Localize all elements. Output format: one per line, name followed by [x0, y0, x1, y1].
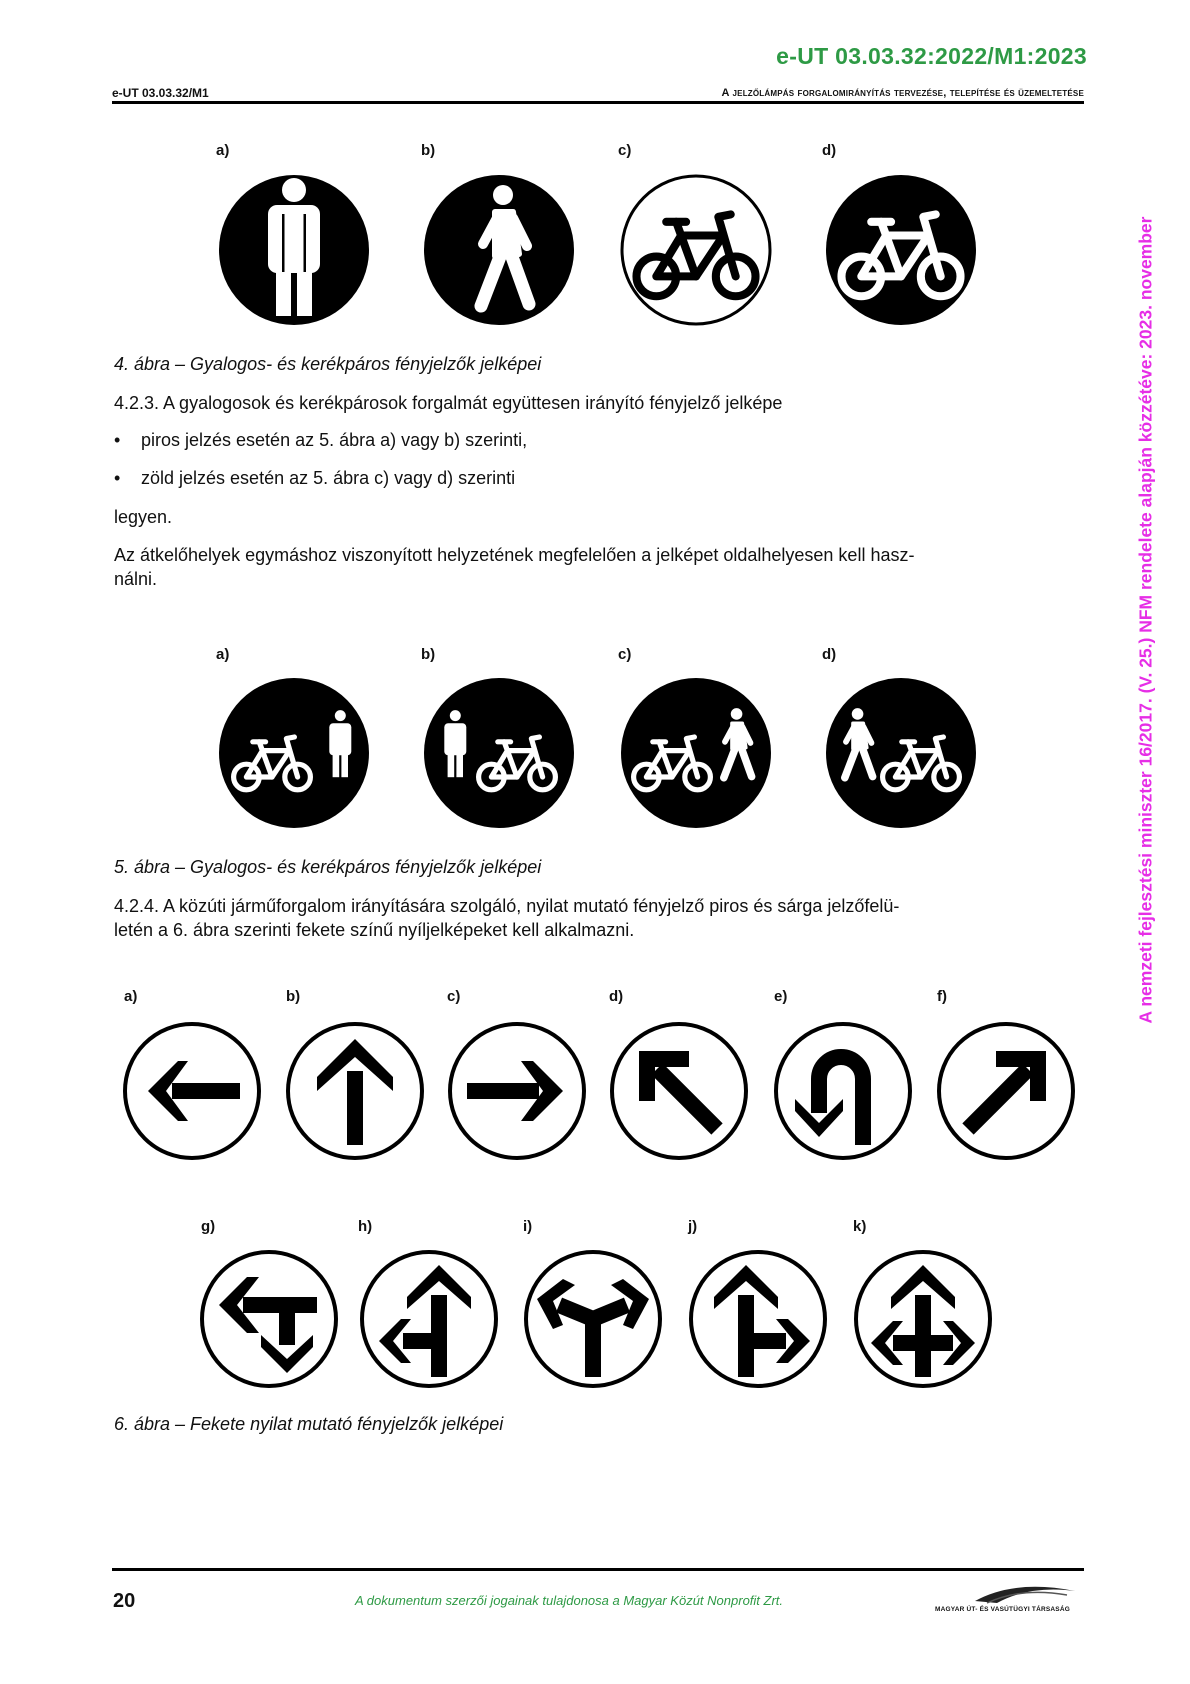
- fig6-label-i: i): [523, 1218, 533, 1235]
- footer-rule: [112, 1568, 1084, 1571]
- section-423-after: legyen.: [114, 507, 173, 527]
- bicycle-walking-pedestrian-sign: [620, 677, 772, 829]
- figure6-caption: 6. ábra – Fekete nyilat mutató fényjelzők jelképei: [114, 1414, 504, 1434]
- arrow-left-right-fork-sign: [523, 1249, 663, 1389]
- footer-copyright: A dokumentum szerzői jogainak tulajdonosa a Magyar Közút Nonprofit Zrt.: [355, 1593, 784, 1608]
- bullet-item-green: [114, 468, 515, 489]
- section-424-line1: 4.2.4. A közúti járműforgalom irányítására szolgáló, nyilat mutató fényjelző piros és sárga jelzőfelü-: [114, 896, 900, 916]
- walking-pedestrian-bicycle-sign: [825, 677, 977, 829]
- fig6-label-g: g): [201, 1218, 216, 1235]
- header-left: e-UT 03.03.32/M1: [112, 86, 209, 100]
- arrow-u-turn-sign: [773, 1021, 913, 1161]
- side-note-text: A nemzeti fejlesztési miniszter 16/2017. (V. 25.) NFM rendelete alapján közzétéve: 2023. november: [1135, 216, 1156, 1024]
- arrow-up-sign: [285, 1021, 425, 1161]
- fig6-label-e: e): [774, 988, 788, 1005]
- fig6-label-j: j): [688, 1218, 698, 1235]
- bullet-text: piros jelzés esetén az 5. ábra a) vagy b) szerinti,: [141, 430, 528, 450]
- fig5-label-d: d): [822, 646, 837, 663]
- standing-pedestrian-bicycle-sign: [423, 677, 575, 829]
- fig6-label-d: d): [609, 988, 624, 1005]
- header-rule: [112, 101, 1084, 104]
- document-code: e-UT 03.03.32:2022/M1:2023: [776, 43, 1087, 69]
- fig6-label-a: a): [124, 988, 138, 1005]
- standing-pedestrian-sign: [218, 174, 370, 326]
- bicycle-standing-pedestrian-sign: [218, 677, 370, 829]
- fig5-label-b: b): [421, 646, 436, 663]
- bullet-text: zöld jelzés esetén az 5. ábra c) vagy d) szerinti: [141, 468, 516, 488]
- figure4-caption: 4. ábra – Gyalogos- és kerékpáros fényjelzők jelképei: [114, 354, 542, 374]
- fig4-label-c: c): [618, 142, 632, 159]
- walking-pedestrian-sign: [423, 174, 575, 326]
- arrow-diagonal-left-sign: [609, 1021, 749, 1161]
- bullet-item-red: [114, 430, 527, 451]
- bullet-dot: •: [114, 430, 121, 450]
- fig4-label-d: d): [822, 142, 837, 159]
- bullet-dot: •: [114, 468, 121, 488]
- header-right: A jelzőlámpás forgalomirányítás tervezése, telepítése és üzemeltetése: [721, 87, 1084, 99]
- fig6-label-h: h): [358, 1218, 373, 1235]
- bicycle-sign-outline: [620, 174, 772, 326]
- arrow-up-right-sign: [688, 1249, 828, 1389]
- section-423-paragraph-line2: nálni.: [114, 569, 158, 589]
- fig6-label-f: f): [937, 988, 947, 1005]
- fig6-label-k: k): [853, 1218, 867, 1235]
- arrow-right-sign: [447, 1021, 587, 1161]
- fig4-label-a: a): [216, 142, 230, 159]
- fig5-label-c: c): [618, 646, 632, 663]
- arrow-left-up-sign: [359, 1249, 499, 1389]
- fig4-label-b: b): [421, 142, 436, 159]
- page-number: 20: [113, 1590, 136, 1612]
- fig6-label-c: c): [447, 988, 461, 1005]
- arrow-left-sign: [122, 1021, 262, 1161]
- figure5-caption: 5. ábra – Gyalogos- és kerékpáros fényjelzők jelképei: [114, 857, 542, 877]
- arrow-left-down-sign: [199, 1249, 339, 1389]
- fig6-label-b: b): [286, 988, 301, 1005]
- section-423-paragraph-line1: Az átkelőhelyek egymáshoz viszonyított helyzetének megfelelően a jelképet oldalhelyesen kell hasz-: [114, 545, 915, 565]
- arrow-left-up-right-sign: [853, 1249, 993, 1389]
- section-424-line2: letén a 6. ábra szerinti fekete színű nyíljelképeket kell alkalmazni.: [114, 920, 635, 940]
- arrow-diagonal-right-sign: [936, 1021, 1076, 1161]
- bicycle-sign-filled: [825, 174, 977, 326]
- section-423-heading: 4.2.3. A gyalogosok és kerékpárosok forgalmát együttesen irányító fényjelző jelképe: [114, 393, 783, 413]
- fig5-label-a: a): [216, 646, 230, 663]
- society-logo-text: MAGYAR ÚT- ÉS VASÚTÜGYI TÁRSASÁG: [935, 1606, 1070, 1613]
